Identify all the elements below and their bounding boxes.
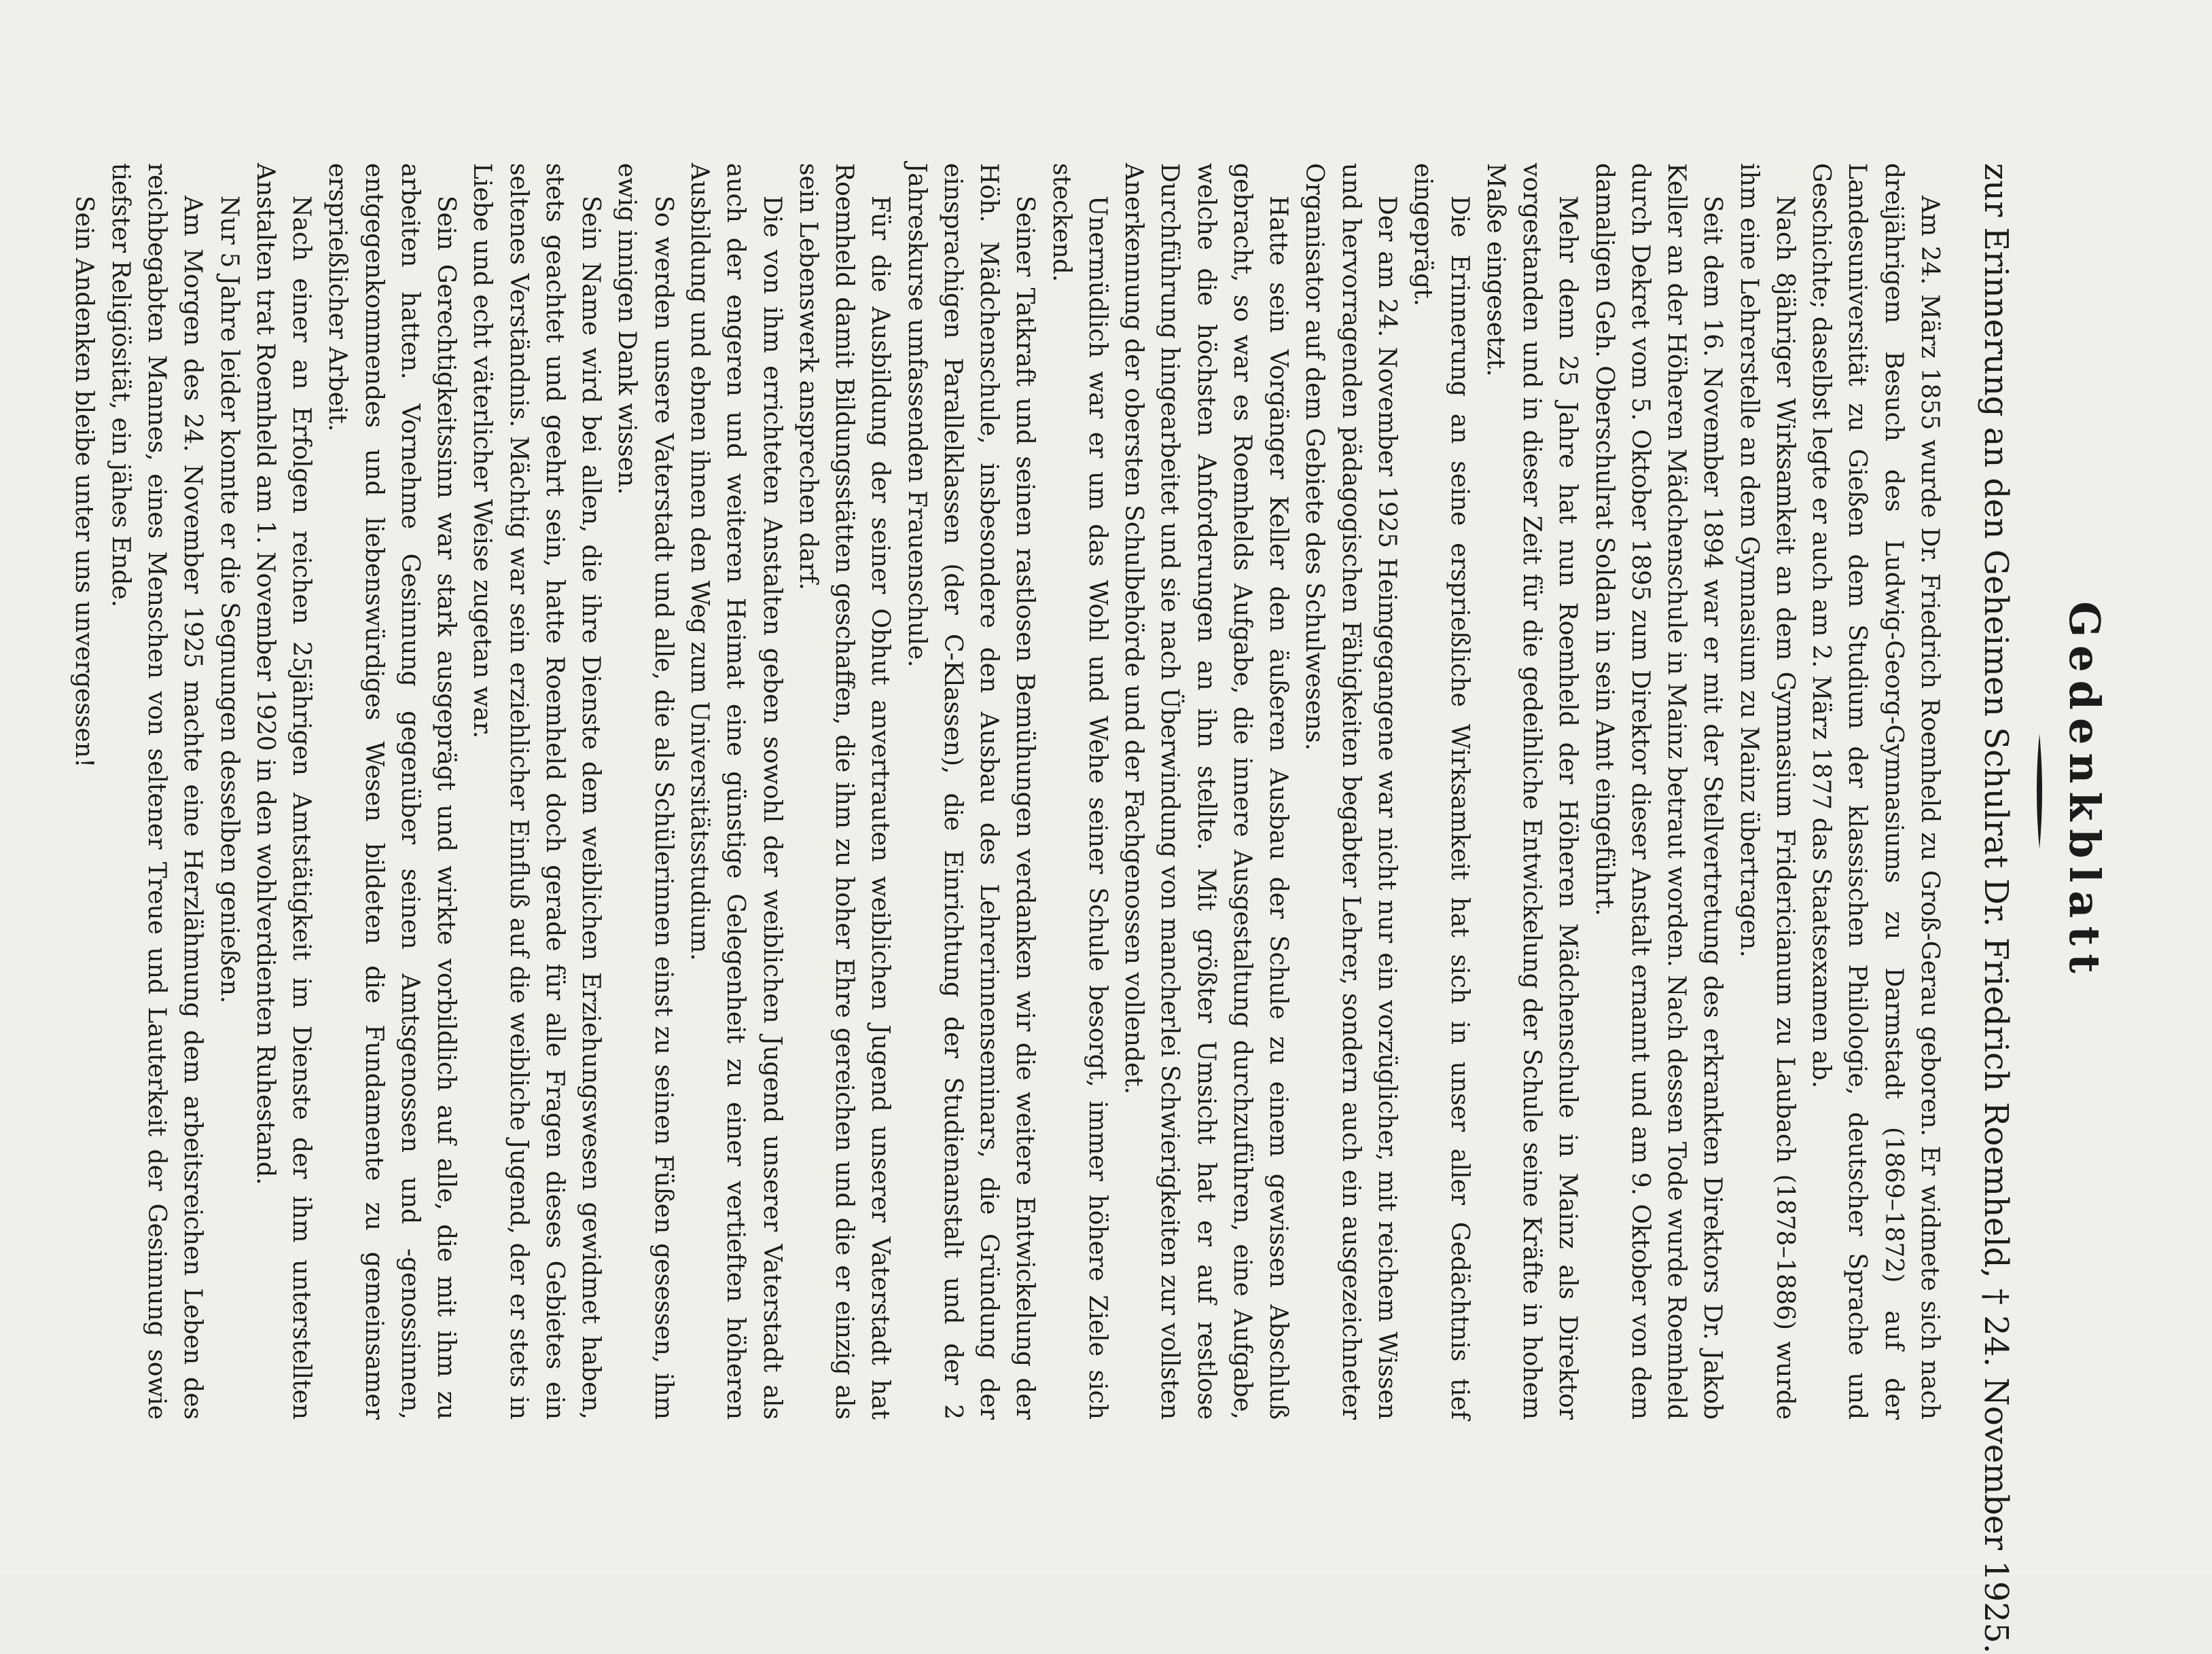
paragraph: Nach 8jähriger Wirksamkeit an dem Gymnasium Fridericianum zu Laubach (1878–1886) wurde ihm eine Lehrerstelle an dem Gymnasium zu Mainz übertragen. <box>1734 163 1799 1420</box>
document-title: Gedenkblatt <box>2060 601 2109 982</box>
paragraph: Die von ihm errichteten Anstalten geben sowohl der weiblichen Jugend unserer Vaterstadt als auch der engeren und weiteren Heimat eine günstige Gelegenheit zu einer vertieften höheren Ausbildung und ebnen ihnen den Weg zum Universitätsstudium. <box>685 163 786 1420</box>
paragraph: Am Morgen des 24. November 1925 machte eine Herzlähmung dem arbeitsreichen Leben des reichbegabten Mannes, eines Menschen von seltener Treue und Lauterkeit der Gesinnung sowie tiefster Religiösität, ein jähes Ende. <box>106 163 207 1420</box>
paragraph: Seit dem 16. November 1894 war er mit der Stellvertretung des erkrankten Direktors Dr. Jakob Keller an der Höheren Mädchenschule in Mainz betraut worden. Nach dessen Tode wurde Roemheld durch Dekret vom 5. Oktober 1895 zum Direktor dieser Anstalt ernannt und am 9. Oktober von dem damaligen Geh. Oberschulrat Soldan in sein Amt eingeführt. <box>1590 163 1727 1420</box>
paragraph: Sein Name wird bei allen, die ihre Dienste dem weiblichen Erziehungswesen gewidmet haben, stets geachtet und geehrt sein, hatte Roemheld doch gerade für alle Fragen dieses Gebietes ein seltenes Verständnis. Mächtig war sein erziehlicher Einfluß auf die weibliche Jugend, der er stets in Liebe und echt väterlicher Weise zugetan war. <box>468 163 605 1420</box>
document-body <box>66 163 1948 1420</box>
paragraph: Seiner Tatkraft und seinen rastlosen Bemühungen verdanken wir die weitere Entwickelung der Höh. Mädchenschule, insbesondere den Ausbau des Lehrerinnenseminars, die Gründung der einsprachigen Parallelklassen (der C-Klassen), die Einrichtung der Studienanstalt und der 2 Jahreskurse umfassenden Frauenschule. <box>902 163 1039 1420</box>
paragraph: Unermüdlich war er um das Wohl und Wehe seiner Schule besorgt, immer höhere Ziele sich steckend. <box>1047 163 1111 1420</box>
document-subtitle: zur Erinnerung an den Geheimen Schulrat Dr. Friedrich Roemheld, † 24. November 1925. <box>1977 163 2016 1654</box>
paragraph: Der am 24. November 1925 Heimgegangene war nicht nur ein vorzüglicher, mit reichem Wissen und hervorragenden pädagogischen Fähigkeiten begabter Lehrer, sondern auch ein ausgezeichneter Organisator auf dem Gebiete des Schulwesens. <box>1300 163 1402 1420</box>
memorial-document <box>70 163 2130 1654</box>
paragraph: Sein Gerechtigkeitssinn war stark ausgeprägt und wirkte vorbildlich auf alle, die mit ihm zu arbeiten hatten. Vornehme Gesinnung gegenüber seinen Amtsgenossen und -genossinnen, entgegenkommendes und liebenswürdiges Wesen bildeten die Fundamente zu gemeinsamer ersprießlicher Arbeit. <box>323 163 461 1420</box>
paragraph: Für die Ausbildung der seiner Obhut anvertrauten weiblichen Jugend unserer Vaterstadt hat Roemheld damit Bildungsstätten geschaffen, die ihm zu hoher Ehre gereichen und die er einzig als sein Lebenswerk ansprechen darf. <box>793 163 895 1420</box>
paragraph: Sein Andenken bleibe unter uns unvergessen! <box>70 196 99 768</box>
paragraph: Mehr denn 25 Jahre hat nun Roemheld der Höheren Mädchenschule in Mainz als Direktor vorgestanden und in dieser Zeit für die gedeihliche Entwickelung der Schule seine Kräfte in hohem Maße eingesetzt. <box>1481 163 1582 1420</box>
paragraph: Nur 5 Jahre leider konnte er die Segnungen desselben genießen. <box>215 196 243 1004</box>
paragraph: So werden unsere Vaterstadt und alle, die als Schülerinnen einst zu seinen Füßen gesessen, ihm ewig innigen Dank wissen. <box>613 163 677 1420</box>
paragraph: Die Erinnerung an seine ersprießliche Wirksamkeit hat sich in unser aller Gedächtnis tief eingeprägt. <box>1409 163 1474 1420</box>
paragraph: Am 24. März 1855 wurde Dr. Friedrich Roemheld zu Groß-Gerau geboren. Er widmete sich nach dreijährigem Besuch des Ludwig-Georg-Gymnasiums zu Darmstadt (1869–1872) auf der Landesuniversität zu Gießen dem Studium der klassischen Philologie, deutscher Sprache und Geschichte; daselbst legte er auch am 2. März 1877 das Staatsexamen ab. <box>1807 163 1944 1420</box>
title-divider <box>2035 734 2044 849</box>
paragraph: Hatte sein Vorgänger Keller den äußeren Ausbau der Schule zu einem gewissen Abschluß gebracht, so war es Roemhelds Aufgabe, die innere Ausgestaltung durchzuführen, eine Aufgabe, welche die höchsten Anforderungen an ihn stellte. Mit größter Umsicht hat er auf restlose Durchführung hingearbeitet und sie nach Überwindung von mancherlei Schwierigkeiten zur vollsten Anerkennung der obersten Schulbehörde und der Fachgenossen vollendet. <box>1120 163 1293 1420</box>
paragraph: Nach einer an Erfolgen reichen 25jährigen Amtstätigkeit im Dienste der ihm unterstellten Anstalten trat Roemheld am 1. November 1920 in den wohlverdienten Ruhestand. <box>251 163 316 1420</box>
